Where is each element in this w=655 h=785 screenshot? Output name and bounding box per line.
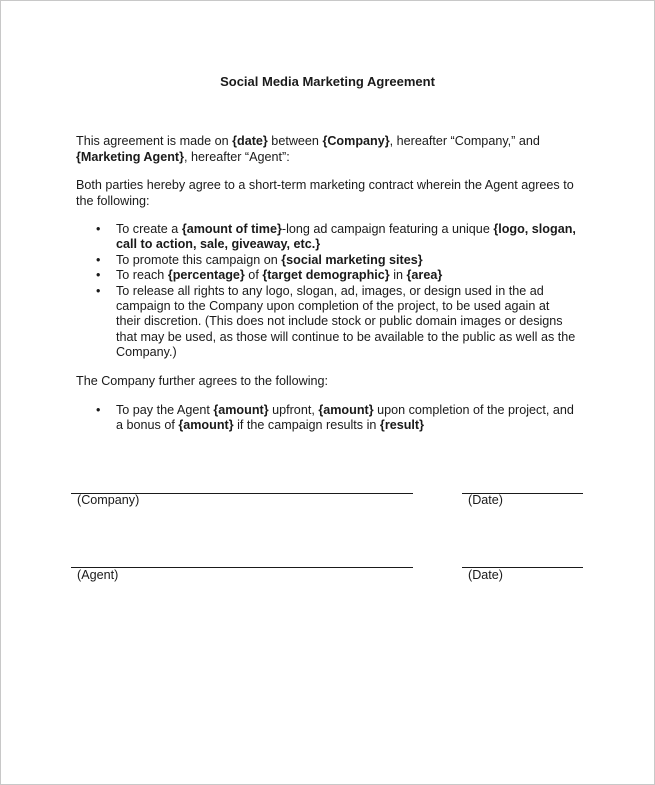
agent-obligations-list (76, 222, 576, 361)
bullet-icon: • (96, 252, 101, 267)
company-signature-label: (Company) (77, 493, 140, 507)
list-item: • To create a {amount of time}-long ad campaign featuring a unique {logo, slogan, call to action, sale, giveaway, etc.} (96, 222, 576, 252)
document-title: Social Media Marketing Agreement (220, 74, 435, 89)
list-item: • To pay the Agent {amount} upfront, {amount} upon completion of the project, and a bonus of {amount} if the campaign results in {result} (96, 403, 574, 433)
company-paragraph: The Company further agrees to the following: (76, 374, 329, 388)
list-item: • To reach {percentage} of {target demographic} in {area} (96, 268, 443, 283)
agent-signature-line (71, 567, 413, 568)
parties-paragraph: Both parties hereby agree to a short-term marketing contract wherein the Agent agrees to the following: (76, 178, 574, 208)
company-obligations-list (76, 403, 576, 434)
bullet-icon: • (96, 268, 101, 283)
bullet-icon: • (96, 403, 101, 417)
agent-date-label: (Date) (468, 568, 503, 582)
bullet-icon: • (96, 283, 101, 298)
company-date-label: (Date) (468, 493, 503, 507)
date-placeholder: {date} (232, 134, 268, 148)
list-item: • To promote this campaign on {social marketing sites} (96, 252, 423, 267)
marketing-agent-placeholder: {Marketing Agent} (76, 150, 184, 164)
bullet-icon: • (96, 222, 101, 236)
list-item: • To release all rights to any logo, slogan, ad, images, or design used in the ad campaign to the Company upon completion of the project, to be used again at their discretion. (This does not include stock or public domain images or designs that may be used, as those will continue to be available to the public as well as the Company.) (96, 283, 576, 360)
agent-signature-label: (Agent) (77, 568, 119, 582)
intro-paragraph: This agreement is made on {date} between {Company}, hereafter “Company,” and {Marketing Agent}, hereafter “Agent”: (76, 134, 540, 164)
company-placeholder: {Company} (322, 134, 390, 148)
